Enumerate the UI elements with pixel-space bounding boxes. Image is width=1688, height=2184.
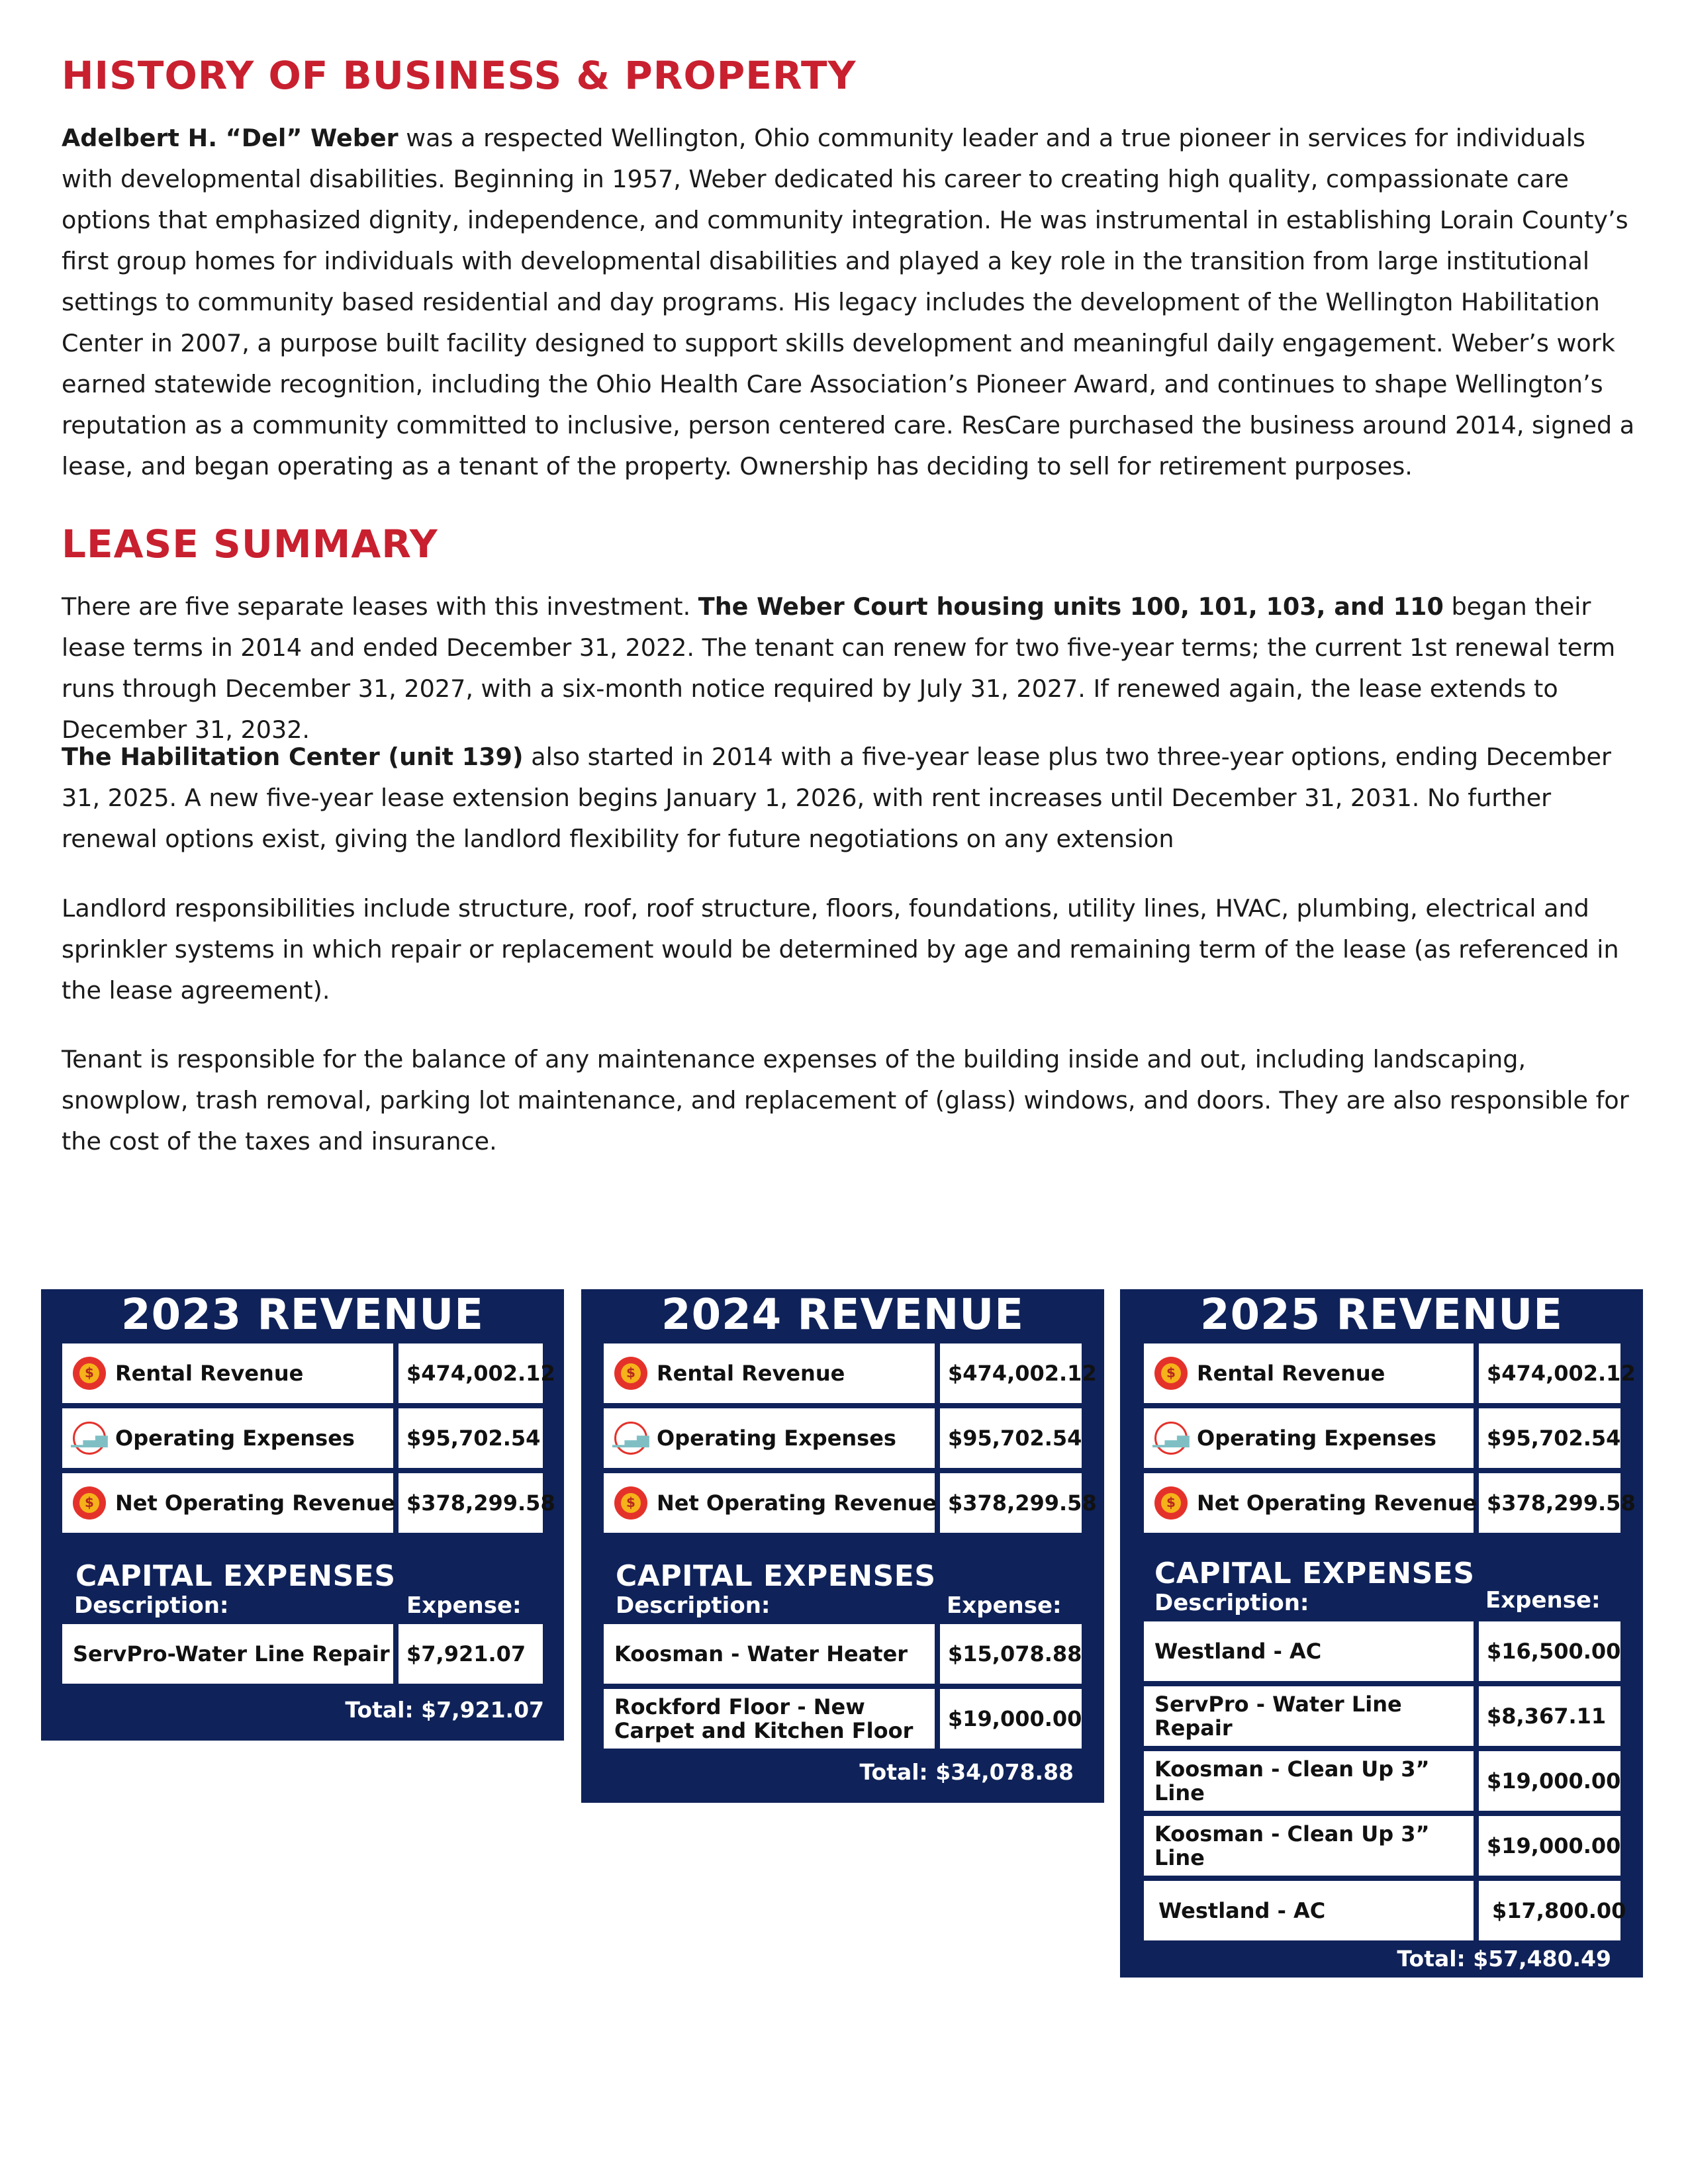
chart-icon: ▁▃▅: [1154, 1422, 1188, 1455]
lease-paragraph-3: Landlord responsibilities include structure, roof, roof structure, floors, foundations, utility lines, HVAC, plumbing, electrical and sprinkler systems in which repair or replacement would be determined by age and remaining term of the lease (as referenced in the lease agreement).: [62, 894, 1619, 1005]
history-bold-lead: Adelbert H. “Del” Weber: [62, 124, 399, 152]
chart-icon: ▁▃▅: [73, 1422, 106, 1455]
operating-expenses-label: ▁▃▅ Operating Expenses: [62, 1408, 393, 1468]
lease-title: LEASE SUMMARY: [62, 522, 438, 567]
net-operating-revenue-value: $378,299.58: [940, 1473, 1082, 1533]
capex-item-value: $19,000.00: [1479, 1751, 1620, 1811]
rental-revenue-value: $474,002.12: [1479, 1343, 1620, 1403]
lease-paragraph-2: [62, 737, 1637, 860]
money-bag-icon: [614, 1486, 647, 1520]
money-bag-icon: [1154, 1357, 1188, 1390]
operating-expenses-label: ▁▃▅ Operating Expenses: [604, 1408, 935, 1468]
capex-item-value: $8,367.11: [1479, 1686, 1620, 1746]
capex-item-description: Koosman - Clean Up 3” Line: [1144, 1816, 1474, 1876]
lease-p1-pre: There are five separate leases with this investment.: [62, 592, 698, 621]
money-bag-icon: [73, 1486, 106, 1520]
rental-revenue-label: $ Rental Revenue: [1144, 1343, 1474, 1403]
net-operating-revenue-value: $378,299.58: [399, 1473, 543, 1533]
capital-expenses-title: CAPITAL EXPENSES: [616, 1559, 936, 1593]
operating-expenses-label: ▁▃▅ Operating Expenses: [1144, 1408, 1474, 1468]
lease-p1-post: began their lease terms in 2014 and ended December 31, 2022. The tenant can renew for two five-year terms; the current 1st renewal term runs through December 31, 2027, with a six-month notice required by July 31, 2027. If renewed again, the lease extends to December 31, 2032.: [62, 592, 1616, 744]
expense-header: Expense:: [1485, 1587, 1601, 1614]
capex-item-description: Rockford Floor - New Carpet and Kitchen Floor: [604, 1689, 935, 1749]
description-header: Description:: [1154, 1590, 1309, 1616]
operating-expenses-value: $95,702.54: [399, 1408, 543, 1468]
money-bag-icon: [1154, 1486, 1188, 1520]
operating-expenses-value: $95,702.54: [940, 1408, 1082, 1468]
capex-item-value: $15,078.88: [940, 1624, 1082, 1684]
capex-total: Total: $7,921.07: [345, 1697, 544, 1723]
rental-revenue-value: $474,002.12: [940, 1343, 1082, 1403]
history-text: was a respected Wellington, Ohio community leader and a true pioneer in services for individuals with developmental disabilities. Beginning in 1957, Weber dedicated his career to creating high quality, compassionate care options that emphasized dignity, independence, and community integration. He was instrumental in establishing Lorain County’s first group homes for individuals with developmental disabilities and played a key role in the transition from large institutional settings to community based residential and day programs. His legacy includes the development of the Wellington Habilitation Center in 2007, a purpose built facility designed to support skills development and meaningful daily engagement. Weber’s work earned statewide recognition, including the Ohio Health Care Association’s Pioneer Award, and continues to shape Wellington’s reputation as a community committed to inclusive, person centered care. ResCare purchased the business around 2014, signed a lease, and began operating as a tenant of the property. Ownership has deciding to sell for retirement purposes.: [62, 124, 1635, 480]
description-header: Description:: [74, 1592, 229, 1619]
rental-revenue-value: $474,002.12: [399, 1343, 543, 1403]
rental-revenue-label: $ Rental Revenue: [604, 1343, 935, 1403]
revenue-card-title: 2025 REVENUE: [1200, 1291, 1563, 1340]
operating-expenses-value: $95,702.54: [1479, 1408, 1620, 1468]
capital-expenses-title: CAPITAL EXPENSES: [75, 1559, 396, 1593]
capex-total: Total: $57,480.49: [1397, 1946, 1611, 1972]
capex-item-value: $16,500.00: [1479, 1621, 1620, 1681]
lease-p2-bold: The Habilitation Center (unit 139): [62, 743, 524, 771]
net-operating-revenue-value: $378,299.58: [1479, 1473, 1620, 1533]
capex-item-description: Westland - AC: [1144, 1621, 1474, 1681]
lease-p1-bold: The Weber Court housing units 100, 101, 103, and 110: [698, 592, 1444, 621]
capex-item-description: Koosman - Water Heater: [604, 1624, 935, 1684]
lease-paragraph-1: [62, 586, 1637, 751]
capex-total: Total: $34,078.88: [859, 1759, 1074, 1785]
money-bag-icon: [614, 1357, 647, 1390]
revenue-card-2024: [581, 1289, 1104, 1803]
history-paragraph: [62, 118, 1637, 487]
capex-item-description: ServPro - Water Line Repair: [1144, 1686, 1474, 1746]
money-bag-icon: [73, 1357, 106, 1390]
capex-item-description: Westland - AC: [1144, 1881, 1474, 1940]
revenue-card-2025: [1120, 1289, 1643, 1978]
description-header: Description:: [616, 1592, 771, 1619]
capex-item-value: $7,921.07: [399, 1624, 543, 1684]
lease-p2-post: also started in 2014 with a five-year lease plus two three-year options, ending December 31, 2025. A new five-year lease extension begins January 1, 2026, with rent increases until December 31, 2031. No further renewal options exist, giving the landlord flexibility for future negotiations on any extension: [62, 743, 1611, 853]
net-operating-revenue-label: $ Net Operating Revenue: [62, 1473, 393, 1533]
net-operating-revenue-label: $ Net Operating Revenue: [1144, 1473, 1474, 1533]
revenue-card-title: 2024 REVENUE: [661, 1291, 1024, 1340]
capex-item-value: $19,000.00: [940, 1689, 1082, 1749]
chart-icon: ▁▃▅: [614, 1422, 647, 1455]
lease-paragraph-4: Tenant is responsible for the balance of any maintenance expenses of the building inside and out, including landscaping, snowplow, trash removal, parking lot maintenance, and replacement of (glass) windows, and doors. They are also responsible for the cost of the taxes and insurance.: [62, 1045, 1629, 1156]
net-operating-revenue-label: $ Net Operating Revenue: [604, 1473, 935, 1533]
capex-item-value: $17,800.00: [1479, 1881, 1620, 1940]
revenue-card-2023: [41, 1289, 564, 1741]
expense-header: Expense:: [947, 1592, 1062, 1619]
capex-item-value: $19,000.00: [1479, 1816, 1620, 1876]
rental-revenue-label: $ Rental Revenue: [62, 1343, 393, 1403]
history-title: HISTORY OF BUSINESS & PROPERTY: [62, 53, 857, 98]
revenue-card-title: 2023 REVENUE: [121, 1291, 484, 1340]
capex-item-description: ServPro-Water Line Repair: [62, 1624, 393, 1684]
capex-item-description: Koosman - Clean Up 3” Line: [1144, 1751, 1474, 1811]
capital-expenses-title: CAPITAL EXPENSES: [1154, 1557, 1475, 1590]
expense-header: Expense:: [406, 1592, 522, 1619]
